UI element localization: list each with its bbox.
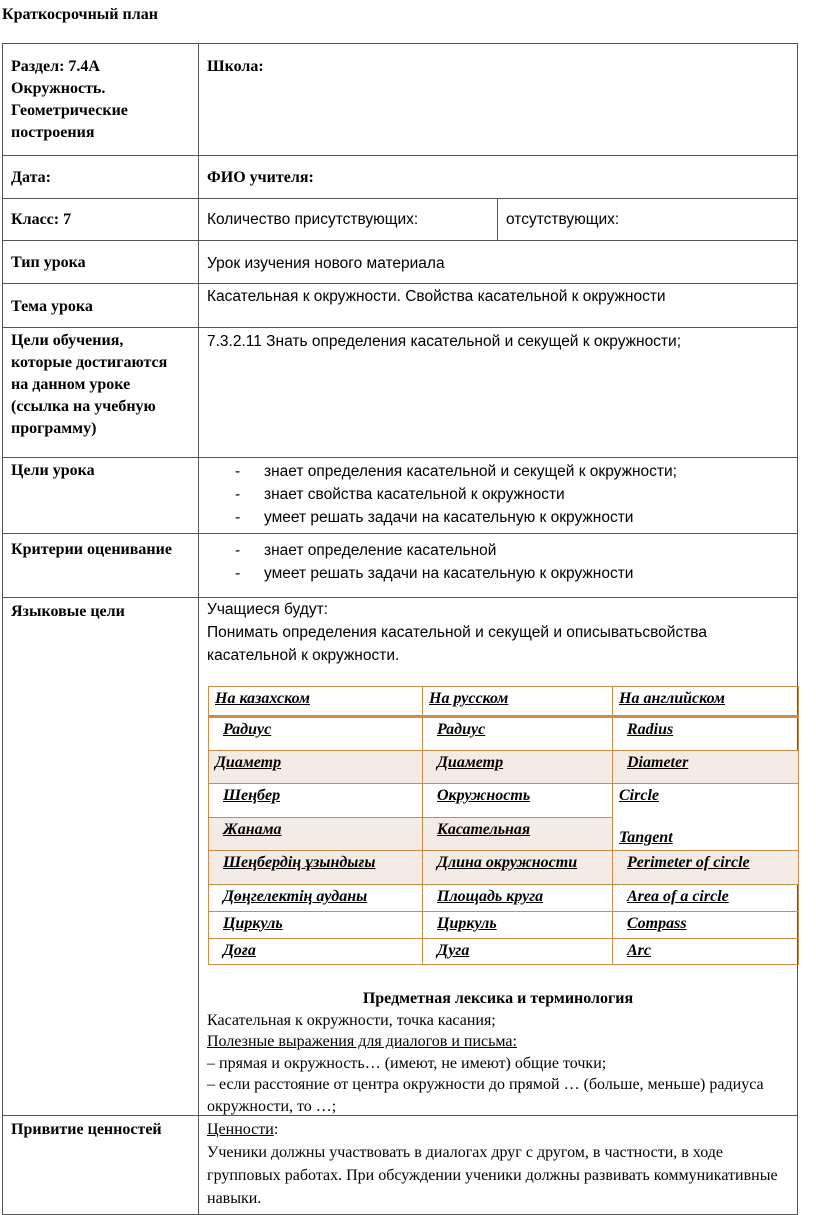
glossary-cell: Радиус bbox=[422, 717, 613, 751]
glossary-cell: Доға bbox=[208, 938, 423, 965]
grade-label: Класс: 7 bbox=[2, 198, 199, 241]
criteria-item: - умеет решать задачи на касательную к окружности bbox=[235, 562, 789, 585]
glossary-cell: Диаметр bbox=[208, 750, 423, 784]
phrase-item: – прямая и окружность… (имеют, не имеют) общие точки; bbox=[207, 1054, 607, 1072]
glossary-cell: Perimeter of circle bbox=[612, 850, 799, 885]
present-field: Количество присутствующих: bbox=[198, 198, 498, 241]
glossary-cell: Радиус bbox=[208, 717, 423, 751]
goals-list bbox=[198, 457, 798, 534]
school-field: Школа: bbox=[198, 43, 798, 156]
objectives-value: 7.3.2.11 Знать определения касательной и секущей к окружности; bbox=[198, 327, 798, 458]
objectives-label: Цели обучения, которые достигаются на данном уроке (ссылка на учебную программу) bbox=[2, 327, 199, 458]
language-goals-label: Языковые цели bbox=[2, 597, 199, 1116]
glossary-cell: Шеңбердің ұзындығы bbox=[208, 850, 423, 885]
page-title: Краткосрочный план bbox=[2, 6, 158, 23]
glossary-header: На казахском bbox=[208, 686, 423, 718]
glossary-cell: Diameter bbox=[612, 750, 799, 784]
lesson-type-label: Тип урока bbox=[2, 240, 199, 284]
glossary-cell: Шеңбер bbox=[208, 783, 423, 818]
vocab-text: Касательная к окружности, точка касания; bbox=[207, 1011, 496, 1029]
glossary-cell: Окружность bbox=[422, 783, 613, 818]
glossary-cell: Area of a circle bbox=[612, 884, 799, 912]
values-cell: Ценности: Ученики должны участвовать в диалогах друг с другом, в частности, в ходе групповых работах. При обсуждении ученики должны развивать коммуникативные навыки. bbox=[198, 1115, 798, 1215]
date-label: Дата: bbox=[2, 155, 199, 199]
glossary-cell: Дуга bbox=[422, 938, 613, 965]
glossary-cell: Длина окружности bbox=[422, 850, 613, 885]
section-label: Раздел: 7.4А Окружность. Геометрические построения bbox=[2, 43, 199, 156]
glossary-cell: Жанама bbox=[208, 817, 423, 851]
glossary-cell: Compass bbox=[612, 911, 799, 939]
lang-intro: Учащиеся будут: bbox=[207, 601, 328, 618]
glossary-cell: Циркуль bbox=[208, 911, 423, 939]
glossary-cell: Tangent bbox=[619, 829, 673, 846]
lang-text: Понимать определения касательной и секущей и описыватьсвойства касательной к окружности. bbox=[207, 624, 707, 664]
glossary-table bbox=[208, 686, 798, 964]
goal-item: - умеет решать задачи на касательную к окружности bbox=[235, 506, 789, 529]
teacher-field: ФИО учителя: bbox=[198, 155, 798, 199]
criteria-label: Критерии оценивание bbox=[2, 533, 199, 598]
glossary-header: На английском bbox=[612, 686, 799, 718]
vocab-title: Предметная лексика и терминология bbox=[362, 990, 634, 1007]
topic-value: Касательная к окружности. Свойства касательной к окружности bbox=[198, 283, 798, 328]
glossary-cell: Касательная bbox=[422, 817, 613, 851]
glossary-cell: Arc bbox=[612, 938, 799, 965]
glossary-cell: Площадь круга bbox=[422, 884, 613, 912]
values-heading: Ценности bbox=[207, 1121, 274, 1138]
criteria-item: - знает определение касательной bbox=[235, 539, 789, 562]
glossary-cell: Диаметр bbox=[422, 750, 613, 784]
criteria-list bbox=[198, 533, 798, 598]
values-text: Ученики должны участвовать в диалогах друг с другом, в частности, в ходе групповых работах. При обсуждении ученики должны развивать коммуникативные навыки. bbox=[207, 1144, 778, 1207]
goal-item: - знает определения касательной и секущей к окружности; bbox=[235, 460, 789, 483]
glossary-cell: Radius bbox=[612, 717, 799, 751]
glossary-header: На русском bbox=[422, 686, 613, 718]
glossary-cell: Circle bbox=[612, 783, 799, 851]
glossary-cell: Циркуль bbox=[422, 911, 613, 939]
phrase-item: – если расстояние от центра окружности до прямой … (больше, меньше) радиуса окружности, то …; bbox=[207, 1076, 764, 1115]
topic-label: Тема урока bbox=[2, 283, 199, 328]
glossary-cell: Дөңгелектің ауданы bbox=[208, 884, 423, 912]
lesson-type-value: Урок изучения нового материала bbox=[198, 240, 798, 284]
absent-field: отсутствующих: bbox=[497, 198, 798, 241]
values-label: Привитие ценностей bbox=[2, 1115, 199, 1215]
goals-label: Цели урока bbox=[2, 457, 199, 534]
goal-item: - знает свойства касательной к окружности bbox=[235, 483, 789, 506]
phrases-label: Полезные выражения для диалогов и письма: bbox=[207, 1033, 517, 1050]
